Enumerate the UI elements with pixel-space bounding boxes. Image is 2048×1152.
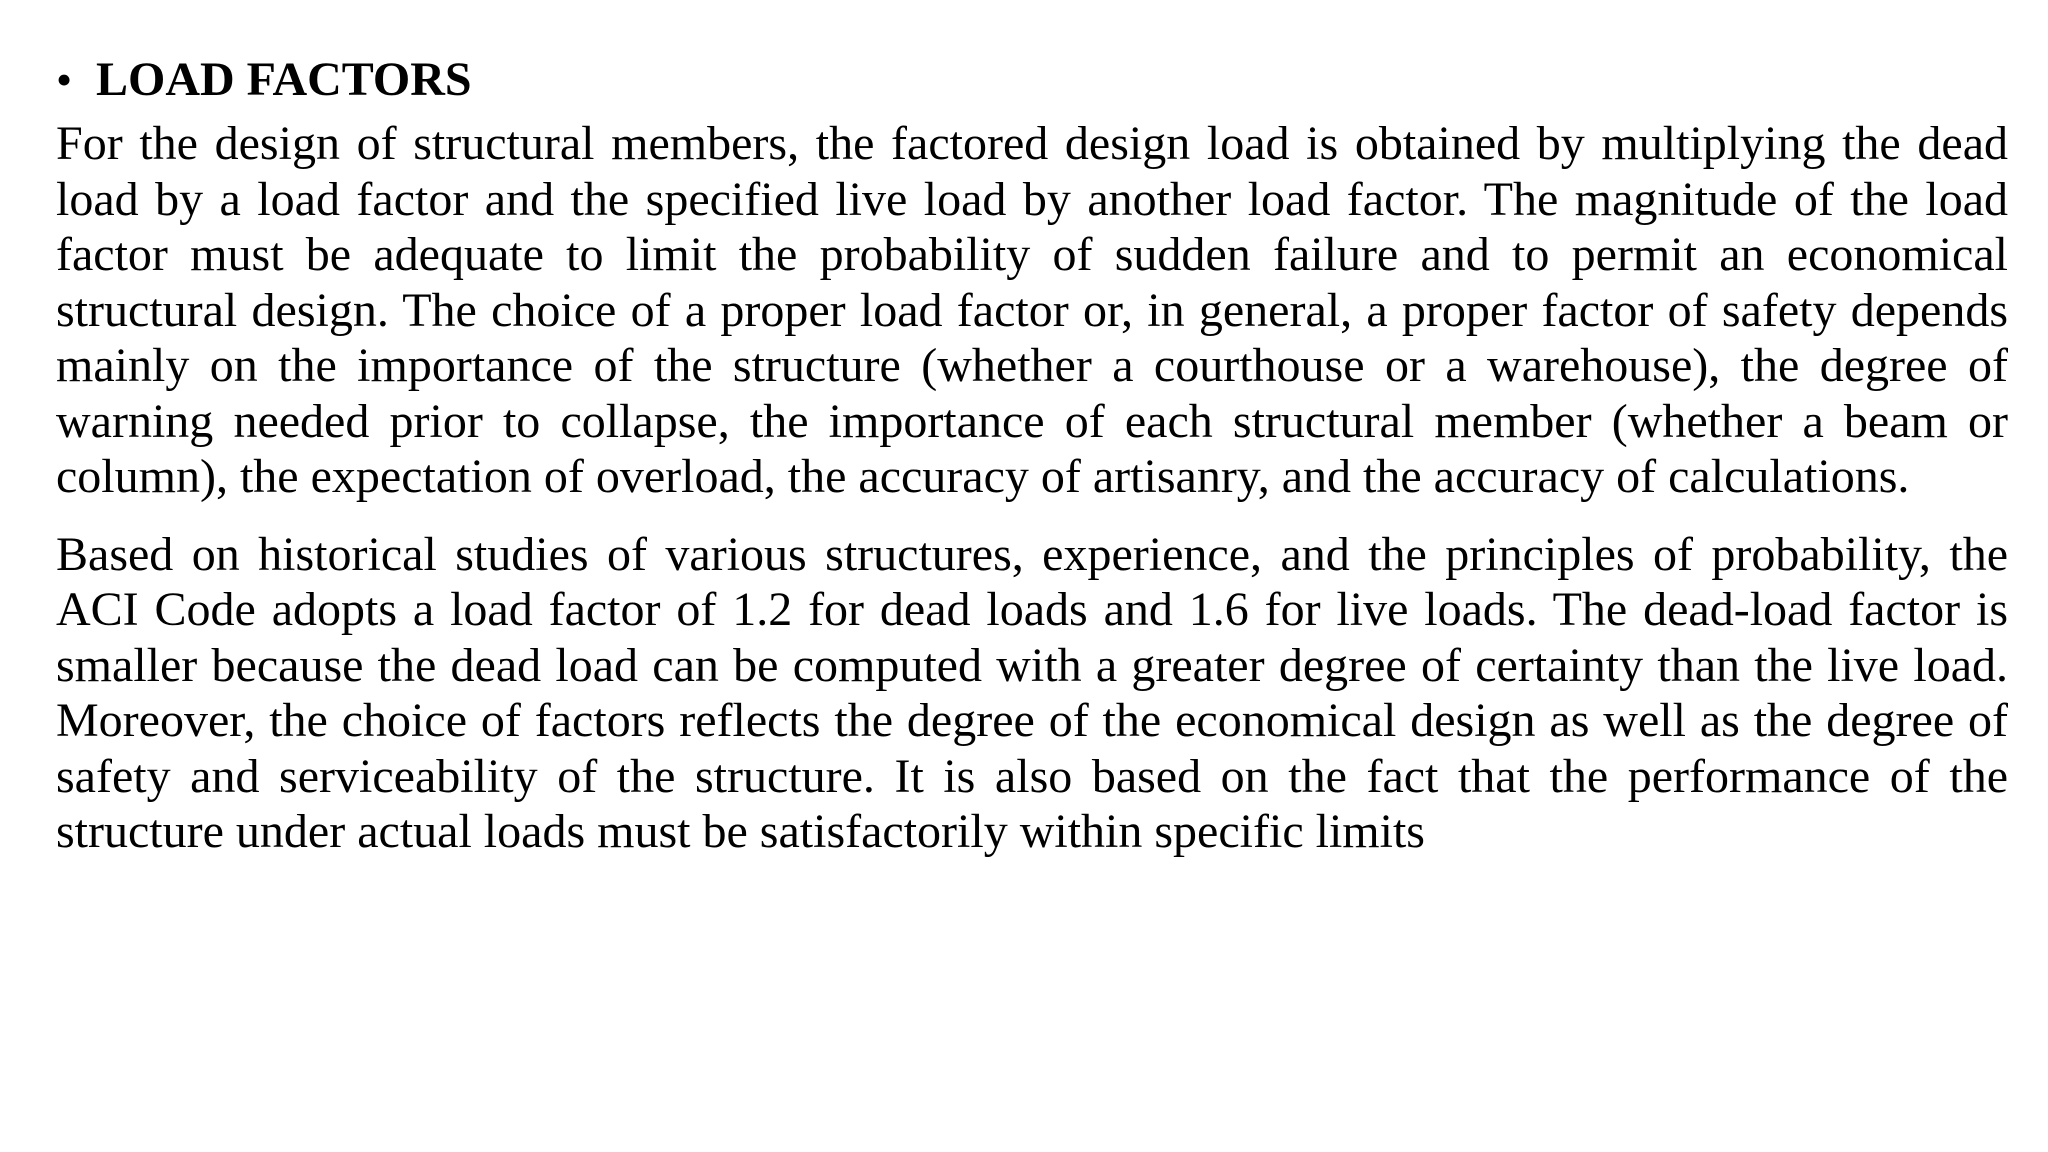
- paragraph-aci-code-factors: Based on historical studies of various structures, experience, and the principles of probability, the ACI Code adopts a load factor of 1.2 for dead loads and 1.6 for live loads. The dead-load factor is smaller because the dead load can be computed with a greater degree of certainty than the live load. Moreover, the choice of factors reflects the degree of the economical design as well as the degree of safety and serviceability of the structure. It is also based on the fact that the performance of the structure under actual loads must be satisfactorily within specific limits: [56, 527, 2008, 858]
- slide-heading: LOAD FACTORS: [96, 53, 472, 106]
- heading-row: [56, 52, 2008, 108]
- paragraph-load-factor-design: For the design of structural members, the factored design load is obtained by multiplying the dead load by a load factor and the specified live load by another load factor. The magnitude of the load factor must be adequate to limit the probability of sudden failure and to permit an economical structural design. The choice of a proper load factor or, in general, a proper factor of safety depends mainly on the importance of the structure (whether a courthouse or a warehouse), the degree of warning needed prior to collapse, the importance of each structural member (whether a beam or column), the expectation of overload, the accuracy of artisanry, and the accuracy of calculations.: [56, 117, 2008, 503]
- bullet-icon: •: [56, 54, 73, 105]
